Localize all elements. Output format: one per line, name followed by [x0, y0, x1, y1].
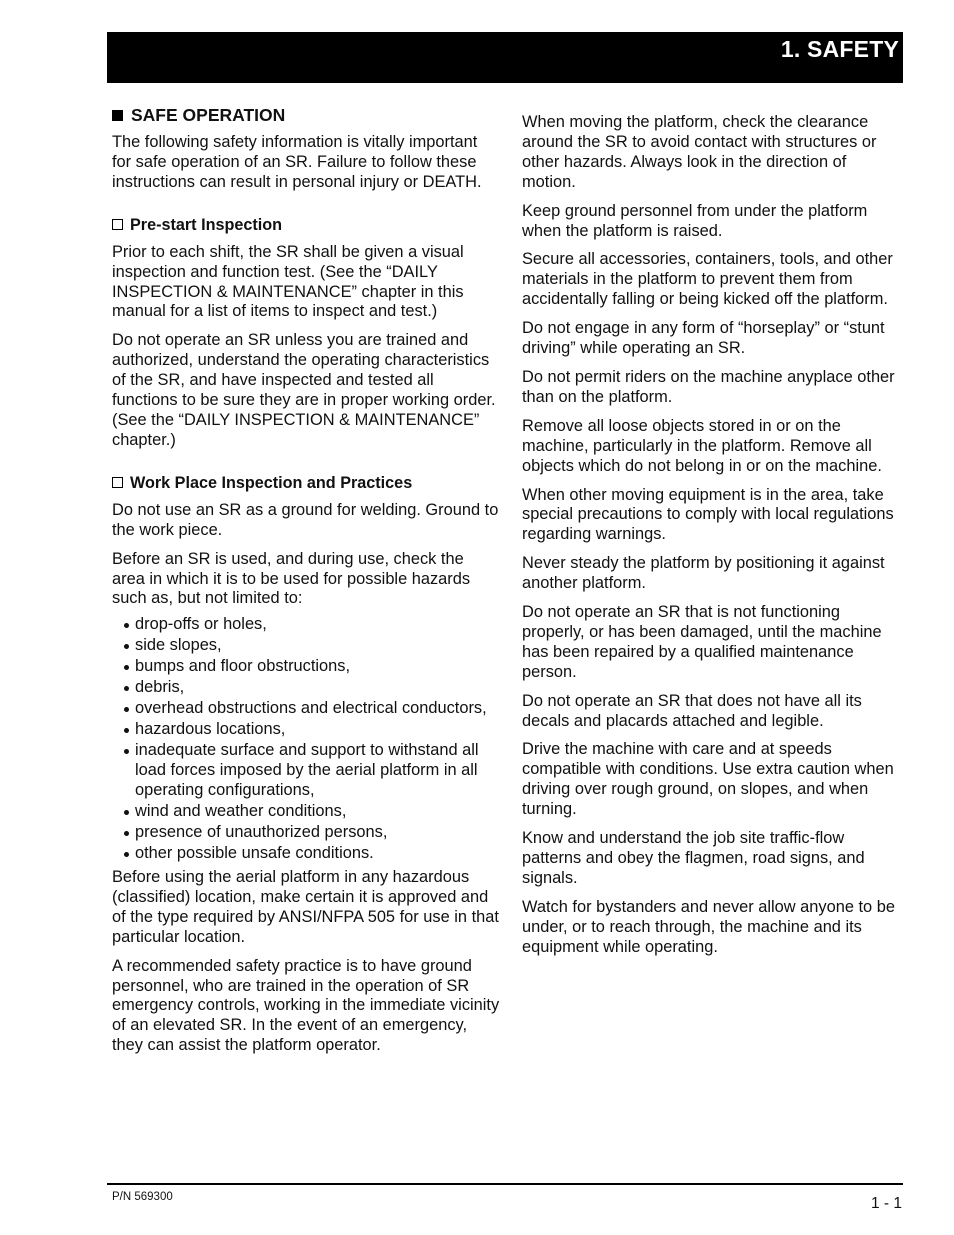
bullet-icon [124, 665, 129, 670]
paragraph: Do not operate an SR unless you are trained and authorized, understand the operating characteristics of the SR, and have inspected and tested all functions to be sure they are in proper working order. (See the “DAILY INSPECTION & MAINTENANCE” chapter.) [112, 331, 496, 449]
paragraph: Do not use an SR as a ground for welding. Ground to the work piece. [112, 500, 499, 539]
section-heading [112, 104, 500, 126]
bullet-icon [124, 623, 129, 628]
part-number: P/N 569300 [112, 1191, 173, 1203]
list-item: overhead obstructions and electrical conductors, [112, 699, 500, 719]
paragraph: Keep ground personnel from under the platform when the platform is raised. [522, 201, 868, 240]
paragraph: Secure all accessories, containers, tools, and other materials in the platform to prevent them from accidentally falling or being kicked off the platform. [522, 250, 893, 309]
bullet-icon [124, 686, 129, 691]
list-item: side slopes, [112, 636, 500, 656]
paragraph: Do not operate an SR that is not functioning properly, or has been damaged, until the machine has been repaired by a qualified maintenance person. [522, 603, 882, 681]
paragraph: Know and understand the job site traffic-flow patterns and obey the flagmen, road signs, and signals. [522, 829, 865, 887]
list-item: presence of unauthorized persons, [112, 823, 500, 843]
paragraph: Prior to each shift, the SR shall be given a visual inspection and function test. (See the “DAILY INSPECTION & MAINTENANCE” chapter in this manual for a list of items to inspect and test.) [112, 242, 464, 321]
paragraph: Never steady the platform by positioning it against another platform. [522, 554, 885, 593]
list-item: inadequate surface and support to withstand all load forces imposed by the aerial platform in all operating configurations, [112, 741, 500, 801]
paragraph: Before using the aerial platform in any hazardous (classified) location, make certain it is approved and of the type required by ANSI/NFPA 505 for use in that particular location. [112, 868, 499, 946]
bullet-icon [124, 644, 129, 649]
paragraph: Do not permit riders on the machine anyplace other than on the platform. [522, 367, 895, 406]
paragraph: Do not operate an SR that does not have all its decals and placards attached and legible. [522, 691, 862, 730]
chapter-title: 1. SAFETY [780, 36, 899, 62]
bullet-icon [124, 852, 129, 857]
footer-rule [107, 1183, 903, 1185]
bullet-icon [124, 810, 129, 815]
prestart-heading [112, 215, 500, 235]
page-number: 1 - 1 [870, 1195, 902, 1212]
list-item: debris, [112, 678, 500, 698]
list-item: wind and weather conditions, [112, 802, 500, 822]
list-item: bumps and floor obstructions, [112, 657, 500, 677]
paragraph: Drive the machine with care and at speeds compatible with conditions. Use extra caution when driving over rough ground, on slopes, and when turning. [522, 740, 894, 819]
paragraph: Before an SR is used, and during use, check the area in which it is to be used for possible hazards such as, but not limited to: [112, 549, 471, 608]
paragraph: When moving the platform, check the clearance around the SR to avoid contact with structures or other hazards. Always look in the direction of motion. [522, 113, 877, 191]
left-column [112, 104, 500, 1065]
paragraph: Do not engage in any form of “horseplay” or “stunt driving” while operating an SR. [522, 319, 885, 358]
hazard-list [112, 615, 500, 864]
paragraph: Watch for bystanders and never allow anyone to be under, or to reach through, the machine and its equipment while operating. [522, 897, 895, 956]
paragraph: When other moving equipment is in the area, take special precautions to comply with local regulations regarding warnings. [522, 485, 894, 544]
workplace-title: Work Place Inspection and Practices [130, 473, 413, 492]
prestart-title: Pre-start Inspection [130, 215, 283, 234]
intro-paragraph: The following safety information is vitally important for safe operation of an SR. Failure to follow these instructions can result in personal injury or DEATH. [112, 133, 482, 191]
list-item: hazardous locations, [112, 720, 500, 740]
checkbox-outline-icon [112, 477, 123, 488]
chapter-header-bar [107, 32, 903, 83]
section-title: SAFE OPERATION [131, 105, 286, 125]
paragraph: Remove all loose objects stored in or on the machine, particularly in the platform. Remove all objects which do not belong in or on the machine. [522, 416, 882, 475]
bullet-icon [124, 728, 129, 733]
bullet-icon [124, 749, 129, 754]
list-item: drop-offs or holes, [112, 615, 500, 635]
workplace-heading [112, 473, 500, 493]
checkbox-outline-icon [112, 219, 123, 230]
right-column [522, 113, 902, 967]
paragraph: A recommended safety practice is to have ground personnel, who are trained in the operation of SR emergency controls, working in the immediate vicinity of an elevated SR. In the event of an emergency, they can assist the platform operator. [112, 956, 500, 1055]
bullet-icon [124, 707, 129, 712]
bullet-icon [124, 831, 129, 836]
list-item: other possible unsafe conditions. [112, 844, 500, 864]
filled-square-icon [112, 110, 123, 121]
